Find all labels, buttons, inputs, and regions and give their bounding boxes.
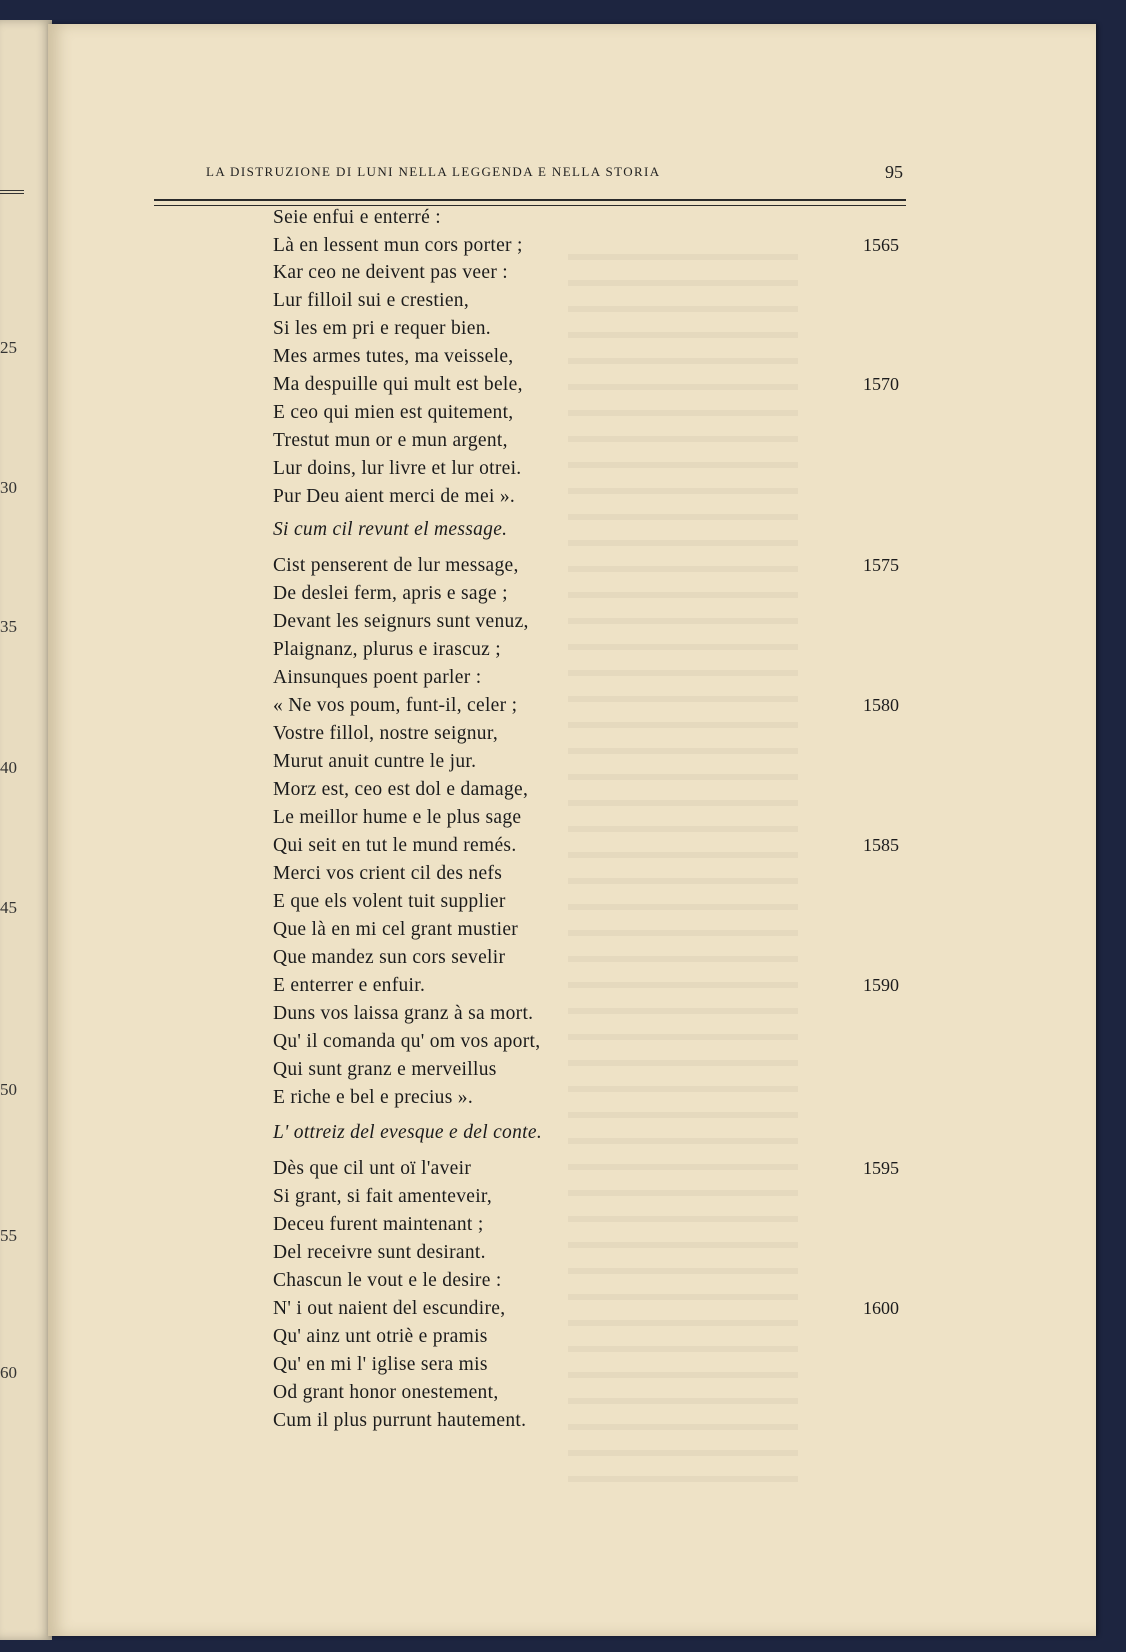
verse-line: De deslei ferm, apris e sage ; — [273, 583, 508, 604]
prev-line-number: 35 — [0, 617, 17, 636]
verse-line: Le meillor hume e le plus sage — [273, 807, 522, 828]
verse-line: Qui seit en tut le mund remés. — [273, 835, 517, 856]
verse-line: Vostre fillol, nostre seignur, — [273, 723, 499, 744]
verse-line: Ma despuille qui mult est bele, — [273, 374, 523, 395]
book-page — [48, 24, 1096, 1636]
verse-line: Qu' il comanda qu' om vos aport, — [273, 1031, 541, 1052]
prev-line-number: 30 — [0, 478, 17, 497]
previous-page-rule — [0, 190, 24, 194]
verse-line: Lur doins, lur livre et lur otrei. — [273, 458, 522, 479]
prev-line-number: 55 — [0, 1226, 17, 1245]
previous-page-edge — [0, 20, 52, 1640]
running-title: LA DISTRUZIONE DI LUNI NELLA LEGGENDA E NELLA STORIA — [206, 164, 661, 179]
verse-line: Qu' ainz unt otriè e pramis — [273, 1326, 488, 1347]
verse-line: Que là en mi cel grant mustier — [273, 919, 519, 940]
line-number: 1570 — [863, 374, 899, 394]
line-number: 1590 — [863, 975, 899, 995]
verse-line: Devant les seignurs sunt venuz, — [273, 611, 529, 632]
line-number: 1585 — [863, 835, 899, 855]
verse-line: E riche e bel e precius ». — [273, 1087, 474, 1108]
verse-line: Del receivre sunt desirant. — [273, 1242, 486, 1263]
verse-line: Merci vos crient cil des nefs — [273, 863, 503, 884]
verse-line: Morz est, ceo est dol e damage, — [273, 779, 529, 800]
verse-line: Duns vos laissa granz à sa mort. — [273, 1003, 534, 1024]
verse-line: Mes armes tutes, ma veissele, — [273, 346, 514, 367]
verse-line: Cum il plus purrunt hautement. — [273, 1410, 527, 1431]
verse-line: Qui sunt granz e merveillus — [273, 1059, 497, 1080]
verse-line: Ainsunques poent parler : — [273, 667, 482, 688]
verse-line: Pur Deu aient merci de mei ». — [273, 486, 516, 507]
verse-line: Seie enfui e enterré : — [273, 207, 441, 228]
verse-line: Là en lessent mun cors porter ; — [273, 235, 523, 256]
page-number: 95 — [885, 162, 903, 182]
verse-line: N' i out naient del escundire, — [273, 1298, 506, 1319]
verse-line: Od grant honor onestement, — [273, 1382, 499, 1403]
line-number: 1565 — [863, 235, 899, 255]
verse-line: Cist penserent de lur message, — [273, 555, 519, 576]
verse-line: E enterrer e enfuir. — [273, 975, 426, 996]
verse-line: Plaignanz, plurus e irascuz ; — [273, 639, 502, 660]
section-rubric: Si cum cil revunt el message. — [273, 519, 508, 540]
verse-line: Kar ceo ne deivent pas veer : — [273, 262, 509, 283]
verse-line: Trestut mun or e mun argent, — [273, 430, 508, 451]
verse-line: Que mandez sun cors sevelir — [273, 947, 506, 968]
prev-line-number: 40 — [0, 758, 17, 777]
verse-line: Murut anuit cuntre le jur. — [273, 751, 477, 772]
prev-line-number: 25 — [0, 338, 17, 357]
line-number: 1580 — [863, 695, 899, 715]
prev-line-number: 50 — [0, 1080, 17, 1099]
line-number: 1600 — [863, 1298, 899, 1318]
prev-line-number: 60 — [0, 1363, 17, 1382]
verse-line: E ceo qui mien est quitement, — [273, 402, 514, 423]
verse-line: Deceu furent maintenant ; — [273, 1214, 484, 1235]
verse-line: E que els volent tuit supplier — [273, 891, 506, 912]
verse-line: Lur filloil sui e crestien, — [273, 290, 470, 311]
line-number: 1575 — [863, 555, 899, 575]
verse-line: Chascun le vout e le desire : — [273, 1270, 502, 1291]
verse-line: Si les em pri e requer bien. — [273, 318, 491, 339]
verse-line: Si grant, si fait amenteveir, — [273, 1186, 493, 1207]
verse-line: Qu' en mi l' iglise sera mis — [273, 1354, 488, 1375]
line-number: 1595 — [863, 1158, 899, 1178]
prev-line-number: 45 — [0, 898, 17, 917]
verse-line: Dès que cil unt oï l'aveir — [273, 1158, 472, 1179]
verse-block — [48, 24, 1096, 1636]
section-rubric: L' ottreiz del evesque e del conte. — [273, 1122, 542, 1143]
verse-line: « Ne vos poum, funt-il, celer ; — [273, 695, 518, 716]
